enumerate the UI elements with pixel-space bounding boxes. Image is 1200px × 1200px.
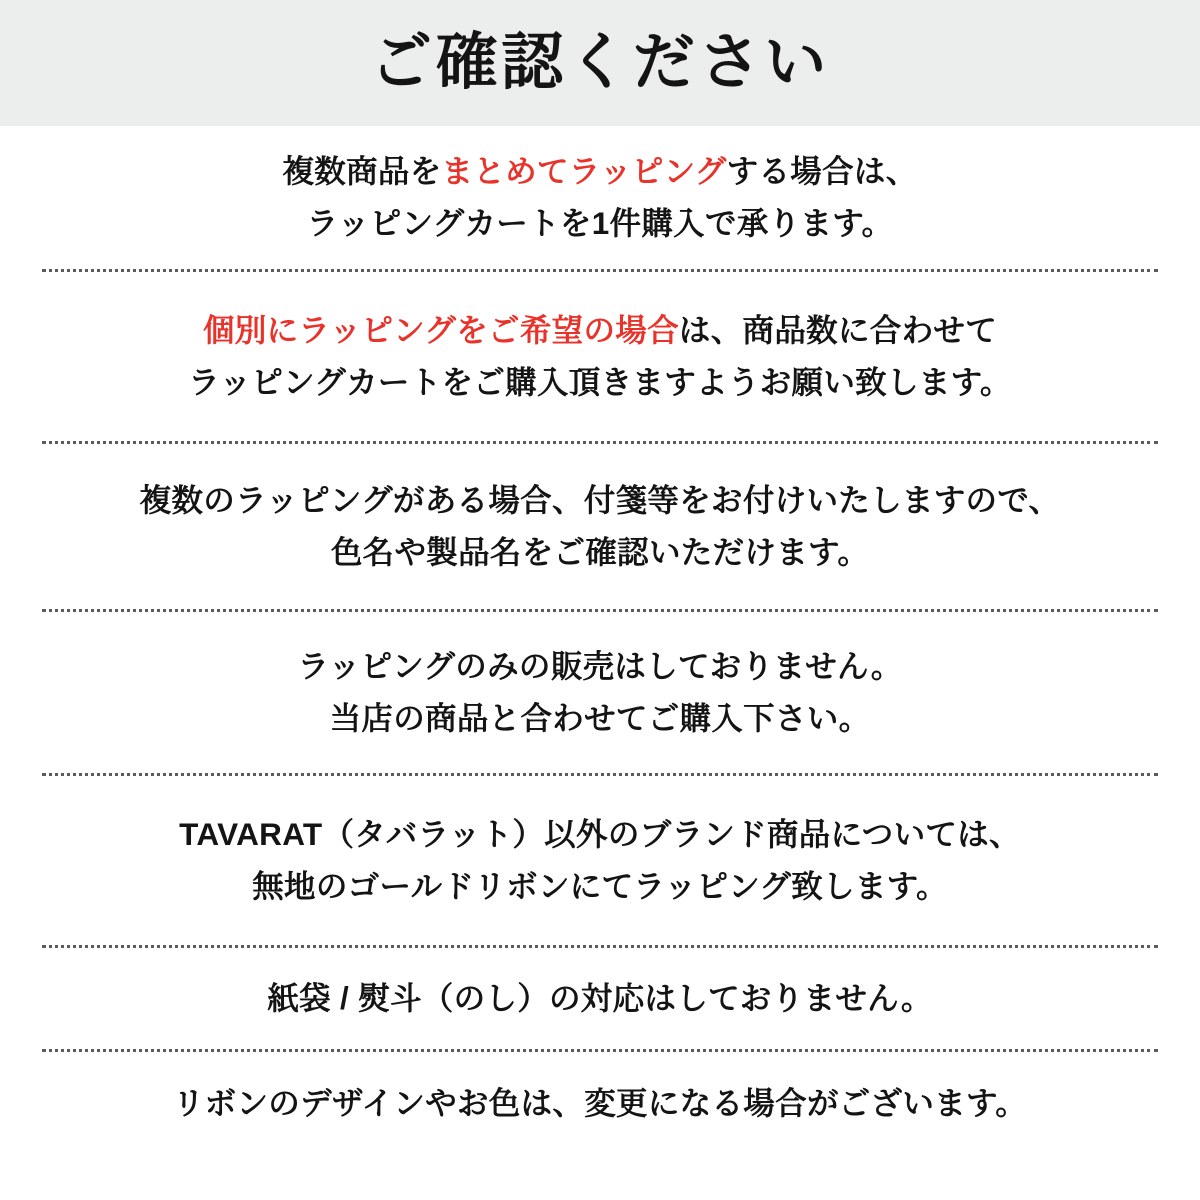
notice-text: 紙袋 / 熨斗（のし）の対応はしておりません。 <box>267 979 933 1016</box>
notice-text: 無地のゴールドリボンにてラッピング致します。 <box>252 867 948 904</box>
notice-item <box>42 272 1158 444</box>
notice-text: ラッピングカートをご購入頂きますようお願い致します。 <box>188 363 1012 400</box>
page-header <box>0 0 1200 126</box>
notice-item <box>42 612 1158 776</box>
notice-line <box>252 861 948 912</box>
notice-item <box>42 948 1158 1052</box>
notice-line <box>307 198 894 249</box>
notice-line <box>331 527 869 578</box>
notice-item <box>42 776 1158 948</box>
notice-item <box>42 126 1158 272</box>
notice-line <box>330 693 871 744</box>
highlighted-text: まとめてラッピング <box>441 153 727 190</box>
notice-text: 複数のラッピングがある場合、付箋等をお付けいたしますので、 <box>139 482 1061 519</box>
notice-text: ラッピングカートを1件購入で承ります。 <box>306 204 894 241</box>
notice-line <box>282 146 917 197</box>
notice-item <box>42 1052 1158 1156</box>
notice-text: 色名や製品名をご確認いただけます。 <box>330 533 870 570</box>
notice-item <box>42 444 1158 612</box>
notice-text: ラッピングのみの販売はしておりません。 <box>297 648 903 685</box>
notice-line <box>173 1078 1027 1129</box>
notice-text: リボンのデザインやお色は、変更になる場合がございます。 <box>172 1085 1028 1122</box>
notice-line <box>267 973 932 1024</box>
highlighted-text: 個別にラッピングをご希望の場合 <box>202 312 679 349</box>
notice-line <box>297 641 902 692</box>
notice-text: TAVARAT（タバラット）以外のブランド商品については、 <box>179 816 1021 853</box>
notice-list <box>0 126 1200 1200</box>
notice-line <box>203 305 997 356</box>
page-title: ご確認ください <box>369 28 831 97</box>
notice-text: は、商品数に合わせて <box>678 312 998 349</box>
notice-text: 当店の商品と合わせてご購入下さい。 <box>329 699 871 736</box>
notice-line <box>188 357 1011 408</box>
notice-text: する場合は、 <box>726 153 918 190</box>
notice-line <box>179 809 1021 860</box>
notice-text: 複数商品を <box>282 153 442 190</box>
notice-line <box>140 475 1061 526</box>
